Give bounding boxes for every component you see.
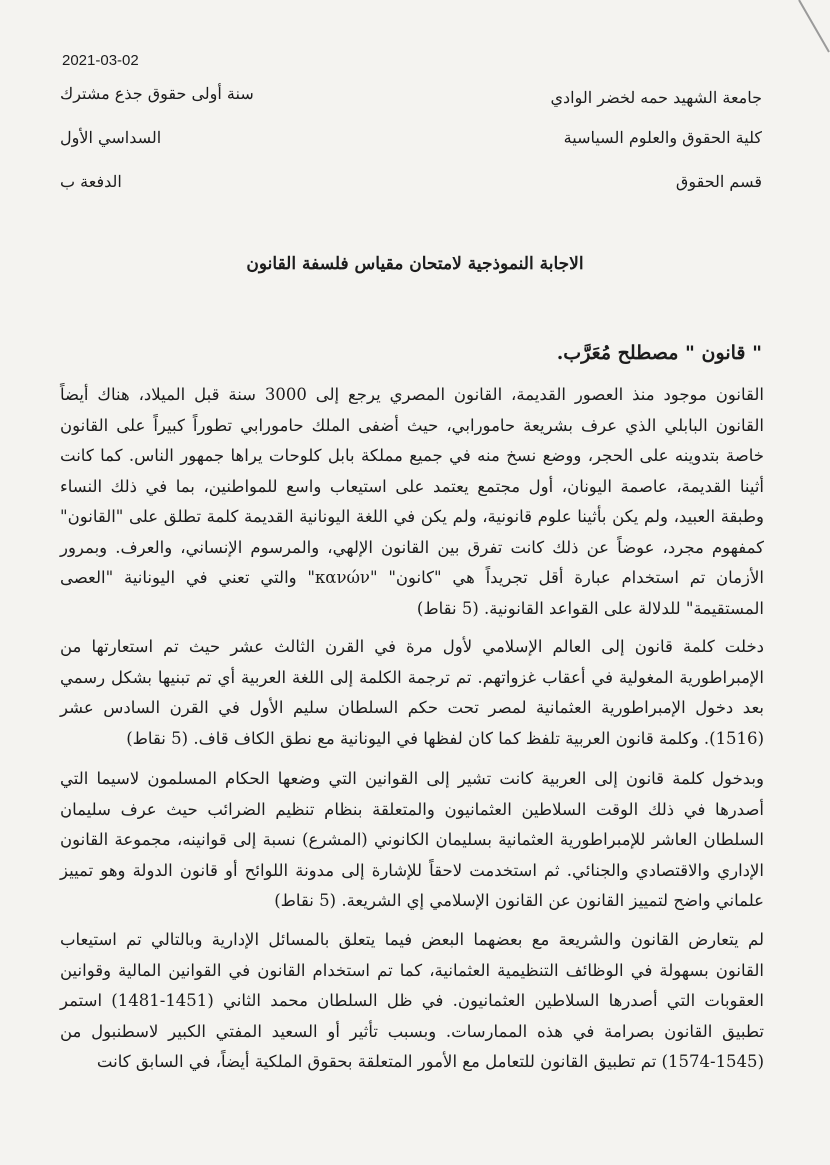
study-level: سنة أولى حقوق جذع مشترك — [60, 84, 254, 103]
paragraph-1: القانون موجود منذ العصور القديمة، القانون المصري يرجع إلى 3000 سنة قبل الميلاد، هناك أيضاً القانون البابلي الذي عرف بشريعة حامورابي، حيث أضفى الملك حامورابي تطوراً كبيراً على القانون خاصة بتدوينه على الحجر، ووضع نسخ منه في جميع مملكة بابل كلوحات يراها جمهور الناس. كما كانت أثينا القديمة، عاصمة اليونان، أول مجتمع يعتمد على استيعاب واسع للمواطنين، بما في ذلك النساء وطبقة العبيد، ولم يكن بأثينا علوم قانونية، ولم يكن في اللغة اليونانية القديمة كلمة تطلق على "القانون" كمفهوم مجرد، عوضاً عن ذلك كانت تفرق بين القانون الإلهي، والمرسوم الإنساني، والعرف. وبمرور الأزمان تم استخدام عبارة أقل تجريداً هي "كانون" "κανών" والتي تعني في اليونانية "العصى المستقيمة" للدلالة على القواعد القانونية. (5 نقاط) — [60, 385, 764, 618]
paragraph-3: وبدخول كلمة قانون إلى العربية كانت تشير إلى القوانين التي وضعها الحكام المسلمون لاسيما التي أصدرها في ذلك الوقت السلاطين العثمانيون والمتعلقة بنظام تنظيم الضرائب حيث عرف سليمان السلطان العاشر للإمبراطورية العثمانية بسليمان الكانوني (المشرع) نسبة إلى قوانينه، مجموعة القانون الإداري والاقتصادي والجنائي. ثم استخدمت لاحقاً للإشارة إلى مدونة اللوائح أو قانون الدولة وهو تمييز علماني واضح لتمييز القانون عن القانون الإسلامي إي الشريعة. (5 نقاط) — [60, 769, 764, 910]
section-heading: " قانون " مصطلح مُعَرَّب. — [556, 342, 762, 364]
semester: السداسي الأول — [60, 128, 162, 147]
group: الدفعة ب — [60, 172, 122, 191]
document-date: 2021-03-02 — [62, 52, 139, 69]
document-title: الاجابة النموذجية لامتحان مقياس فلسفة القانون — [246, 254, 584, 274]
page-fold-mark — [798, 0, 830, 52]
university-name: جامعة الشهيد حمه لخضر الوادي — [550, 88, 762, 107]
paragraph-4: لم يتعارض القانون والشريعة مع بعضهما البعض فيما يتعلق بالمسائل الإدارية وبالتالي تم استيعاب القانون بسهولة في الوظائف التنظيمية العثمانية، كما تم استخدام القانون في القوانين المالية وقوانين العقوبات التي أصدرها السلاطين العثمانيون. في ظل السلطان محمد الثاني (1451-1481) استمر تطبيق القانون بصرامة في هذه الممارسات. وبسبب تأثير أو السعيد المفتي الكبير لاسطنبول من (1545-1574) تم تطبيق القانون للتعامل مع الأمور المتعلقة بحقوق الملكية أيضاً، في السابق كانت — [60, 930, 765, 1071]
faculty-name: كلية الحقوق والعلوم السياسية — [563, 128, 762, 147]
paragraph-2: دخلت كلمة قانون إلى العالم الإسلامي لأول مرة في القرن الثالث عشر حيث تم استعارتها من الإمبراطورية المغولية في أعقاب غزواتهم. تم ترجمة الكلمة إلى اللغة العربية أي تم تبنيها بشكل رسمي بعد دخول الإمبراطورية العثمانية لمصر تحت حكم السلطان سليم الأول في القرن السادس عشر (1516). وكلمة قانون العربية تلفظ كما كان لفظها في اليونانية مع نطق الكاف قاف. (5 نقاط) — [60, 637, 764, 748]
department-name: قسم الحقوق — [675, 172, 762, 191]
